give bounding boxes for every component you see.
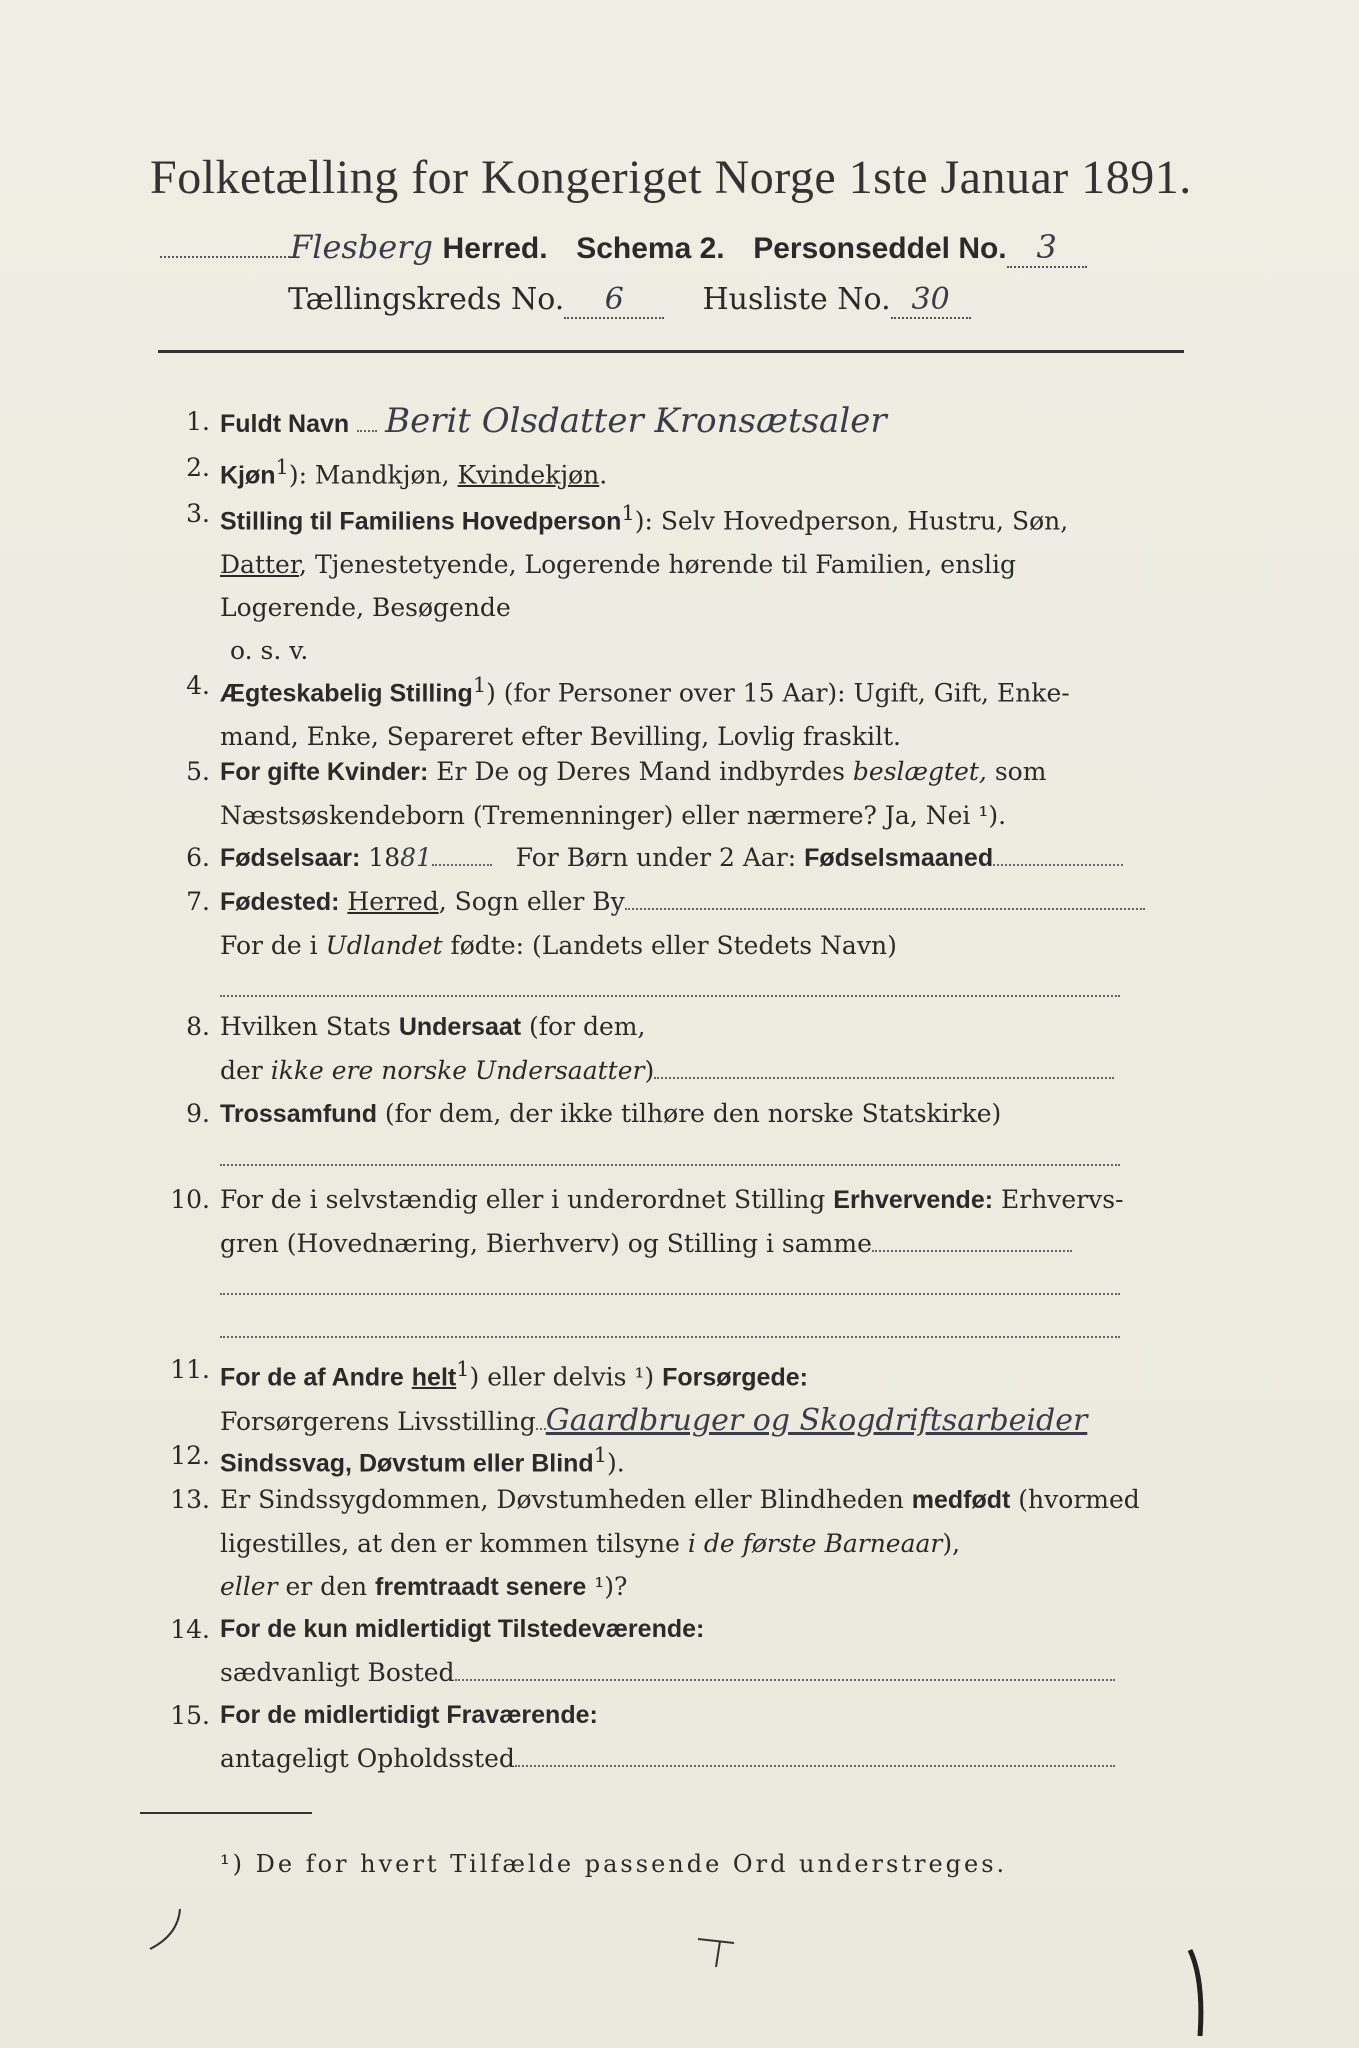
item-label: Trossamfund — [220, 1100, 377, 1128]
footnote-divider — [140, 1812, 312, 1814]
item-number: 1. — [186, 407, 210, 436]
selected-option: helt — [411, 1363, 457, 1392]
item-text: . — [599, 460, 608, 490]
item-number: 12. — [170, 1441, 210, 1470]
item-number: 6. — [186, 843, 210, 872]
item-label: Fødested: — [220, 888, 340, 916]
item-text: ) eller delvis ¹) — [469, 1362, 663, 1392]
census-form-page: Folketælling for Kongeriget Norge 1ste Januar 1891. Flesberg Herred. Schema 2. Personseddel No. 3 Tællingskreds No. 6 Husliste No. 30 1. Fuldt Navn Berit Olsdatter Kronsætsaler 2. Kjøn$^1$): Mandkjøn, Kvindekjøn. 3. Stilling til Familiens Hovedperson$^1$): Selv Hovedperson, Hustru, Søn, Datter, Tjenestetyende, Logerende hørende til Familien, enslig Logerende, Besøgende o. s. v. 4. Ægteskabelig Stilling$^1$) (for Personer over 15 Aar): Ugift, Gift, Enke- mand, Enke, Separeret efter Bevilling, Lovlig fraskilt. 5. For gifte Kvinder: Er De og Deres Mand indbyrdes beslægtet, som Næstsøskendeborn (Tremenninger) eller nærmere? Ja, Nei ¹). 6. Fødselsaar: 1881 For Børn under 2 Aar: Fødselsmaaned 7. Fødested: Herred, Sogn eller By For de i Udlandet fødte: (Landets eller Stedets Navn) 8. Hvilken Stats Undersaat (for dem, der ikke ere norske Undersaatter) 9. Trossamfund (for dem, der ikke tilhøre den norske Statskirke) 10. For de i selvstændig eller i underordnet Stilling Erhvervende: Erhvervs- gren (Hovednæring, Bierhverv) og Stilling i samme 11. For de af Andre helt$^1$) eller delvis ¹) Forsørgede: Forsørgerens Livsstilling Gaardbruger og Skogdriftsarbeider 12. Sindssvag, Døvstum eller Blind$^1$). 13. Er Sindssygdommen, Døvstumheden eller Blindheden medfødt (hvormed ligestilles, at den er kommen tilsyne i de første Barneaar), eller er den fremtraadt senere ¹)? 14. For de kun midlertidigt Tilstedeværende: sædvanligt Bosted 15. For de midlertidigt Fraværende: antageligt Opholdssted ¹) De for hvert Tilfælde passende Ord understreges. — [0, 0, 1359, 2048]
item-text: ): Selv Hovedperson, Hustru, Søn, — [634, 506, 1069, 536]
herred-handwritten: Flesberg — [290, 228, 433, 266]
item-text: (for dem, — [521, 1012, 646, 1041]
item-text: fødte: (Landets eller Stedets Navn) — [442, 931, 897, 960]
item-label: Sindssvag, Døvstum eller Blind — [220, 1449, 594, 1478]
provider-occupation-value: Gaardbruger og Skogdriftsarbeider — [545, 1403, 1088, 1439]
schema-label: Schema 2. — [576, 232, 725, 265]
item-number: 14. — [170, 1615, 210, 1644]
item-label: Fødselsmaaned — [804, 844, 994, 872]
footnote: ¹) De for hvert Tilfælde passende Ord understreges. — [220, 1850, 1008, 1878]
fill-dots — [220, 1293, 1120, 1295]
item-label: Erhvervende: — [833, 1186, 994, 1214]
taellingskreds-label: Tællingskreds No. — [288, 282, 565, 317]
item-number: 5. — [186, 757, 210, 786]
item-text: Hvilken Stats — [220, 1012, 399, 1041]
item-text: ), — [942, 1529, 961, 1558]
item-text: ). — [606, 1448, 625, 1478]
item-text: som — [986, 757, 1047, 786]
personseddel-label: Personseddel No. — [753, 232, 1007, 265]
item-text: ): Mandkjøn, — [288, 460, 458, 490]
fill-dots — [220, 1336, 1120, 1338]
item-number: 3. — [186, 499, 210, 528]
item-text: sædvanligt Bosted — [220, 1658, 455, 1687]
item-text: er den — [277, 1572, 376, 1601]
selected-option: Datter — [220, 550, 300, 580]
fill-dots — [220, 1164, 1120, 1166]
ink-mark — [140, 1905, 200, 1955]
item-text: mand, Enke, Separeret efter Bevilling, Lovlig fraskilt. — [220, 722, 901, 752]
selected-option: Kvindekjøn — [457, 460, 600, 490]
item-text: (hvormed — [1010, 1485, 1140, 1514]
ink-mark — [690, 1925, 750, 1975]
item-number: 7. — [186, 887, 210, 916]
item-text: Næstsøskendeborn (Tremenninger) eller nærmere? Ja, Nei ¹). — [220, 801, 1007, 830]
item-text: ) — [644, 1056, 655, 1085]
item-label: fremtraadt senere — [375, 1573, 587, 1601]
item-label: For de af Andre — [220, 1363, 404, 1392]
item-text: ) (for Personer over 15 Aar): Ugift, Gift, Enke- — [486, 678, 1070, 708]
ink-mark — [1180, 1940, 1230, 2040]
item-text: i de første Barneaar — [687, 1529, 943, 1558]
item-text: For Børn under 2 Aar: — [515, 843, 805, 872]
herred-dots — [160, 256, 290, 258]
item-text: o. s. v. — [230, 636, 309, 666]
item-text: , Tjenestetyende, Logerende hørende til Familien, enslig — [299, 550, 1017, 580]
herred-label: Herred. — [442, 232, 548, 265]
item-label: Ægteskabelig Stilling — [220, 679, 473, 708]
item-label: Undersaat — [398, 1013, 522, 1041]
item-text: der — [220, 1056, 271, 1085]
item-number: 11. — [170, 1355, 210, 1384]
item-text: gren (Hovednæring, Bierhverv) og Stilling i samme — [220, 1229, 872, 1258]
item-text: eller — [220, 1572, 278, 1601]
taellingskreds-no: 6 — [604, 282, 624, 317]
item-number: 4. — [186, 671, 210, 700]
item-text: Erhvervs- — [993, 1185, 1124, 1214]
item-text: antageligt Opholdssted — [220, 1744, 515, 1773]
full-name-value: Berit Olsdatter Kronsætsaler — [385, 401, 887, 441]
selected-option: Herred — [347, 887, 439, 916]
item-text: Forsørgerens Livsstilling — [220, 1407, 536, 1437]
item-label: medfødt — [911, 1486, 1011, 1514]
taellingskreds-field — [564, 282, 664, 319]
fill-dots — [220, 995, 1120, 997]
birth-year-value: 81 — [400, 843, 432, 872]
fill-dots — [654, 1077, 1114, 1079]
item-number: 10. — [170, 1185, 210, 1214]
fill-dots — [993, 864, 1123, 866]
fill-dots — [872, 1250, 1072, 1252]
fill-dots — [536, 1428, 546, 1430]
item-text: ¹)? — [586, 1572, 628, 1601]
fill-dots — [432, 864, 492, 866]
item-text: For de i — [220, 931, 326, 960]
item-text: Logerende, Besøgende — [220, 593, 511, 623]
item-text: (for dem, der ikke tilhøre den norske Statskirke) — [376, 1099, 1002, 1128]
item-text: Udlandet — [325, 931, 443, 960]
item-label: For gifte Kvinder: — [220, 758, 429, 786]
item-text: Er Sindssygdommen, Døvstumheden eller Blindheden — [220, 1485, 912, 1514]
fill-dots — [515, 1765, 1115, 1767]
footnote-ref: 1 — [275, 455, 289, 479]
personseddel-no: 3 — [1036, 228, 1057, 266]
husliste-no: 30 — [911, 282, 950, 317]
husliste-field — [891, 282, 971, 319]
item-number: 13. — [170, 1485, 210, 1514]
header-line-kreds — [288, 282, 971, 319]
item-number: 8. — [186, 1012, 210, 1041]
husliste-label: Husliste No. — [702, 282, 891, 317]
form-title: Folketælling for Kongeriget Norge 1ste Januar 1891. — [150, 151, 1192, 204]
header-line-herred — [160, 228, 1087, 268]
personseddel-field — [1007, 228, 1087, 268]
item-label: For de midlertidigt Fraværende: — [220, 1701, 598, 1729]
fill-dots — [625, 908, 1145, 910]
birth-year-prefix: 18 — [368, 843, 401, 872]
item-text: ikke ere norske Undersaatter — [270, 1056, 645, 1085]
item-number: 15. — [170, 1701, 210, 1730]
item-label: Kjøn — [220, 461, 276, 490]
item-text: For de i selvstændig eller i underordnet Stilling — [220, 1185, 834, 1214]
item-text: , Sogn eller By — [438, 887, 625, 916]
item-label: Forsørgede: — [662, 1363, 808, 1392]
header-divider — [158, 350, 1184, 353]
item-label: Stilling til Familiens Hovedperson — [220, 507, 622, 536]
item-number: 9. — [186, 1099, 210, 1128]
fill-dots — [455, 1679, 1115, 1681]
item-text: beslægtet, — [852, 757, 987, 786]
item-number: 2. — [186, 453, 210, 482]
item-label: Fuldt Navn — [220, 410, 350, 438]
item-text: ligestilles, at den er kommen tilsyne — [220, 1529, 688, 1558]
fill-dots — [357, 430, 377, 432]
item-label: For de kun midlertidigt Tilstedeværende: — [220, 1615, 705, 1643]
item-label: Fødselsaar: — [220, 844, 361, 872]
item-text: Er De og Deres Mand indbyrdes — [436, 757, 853, 786]
